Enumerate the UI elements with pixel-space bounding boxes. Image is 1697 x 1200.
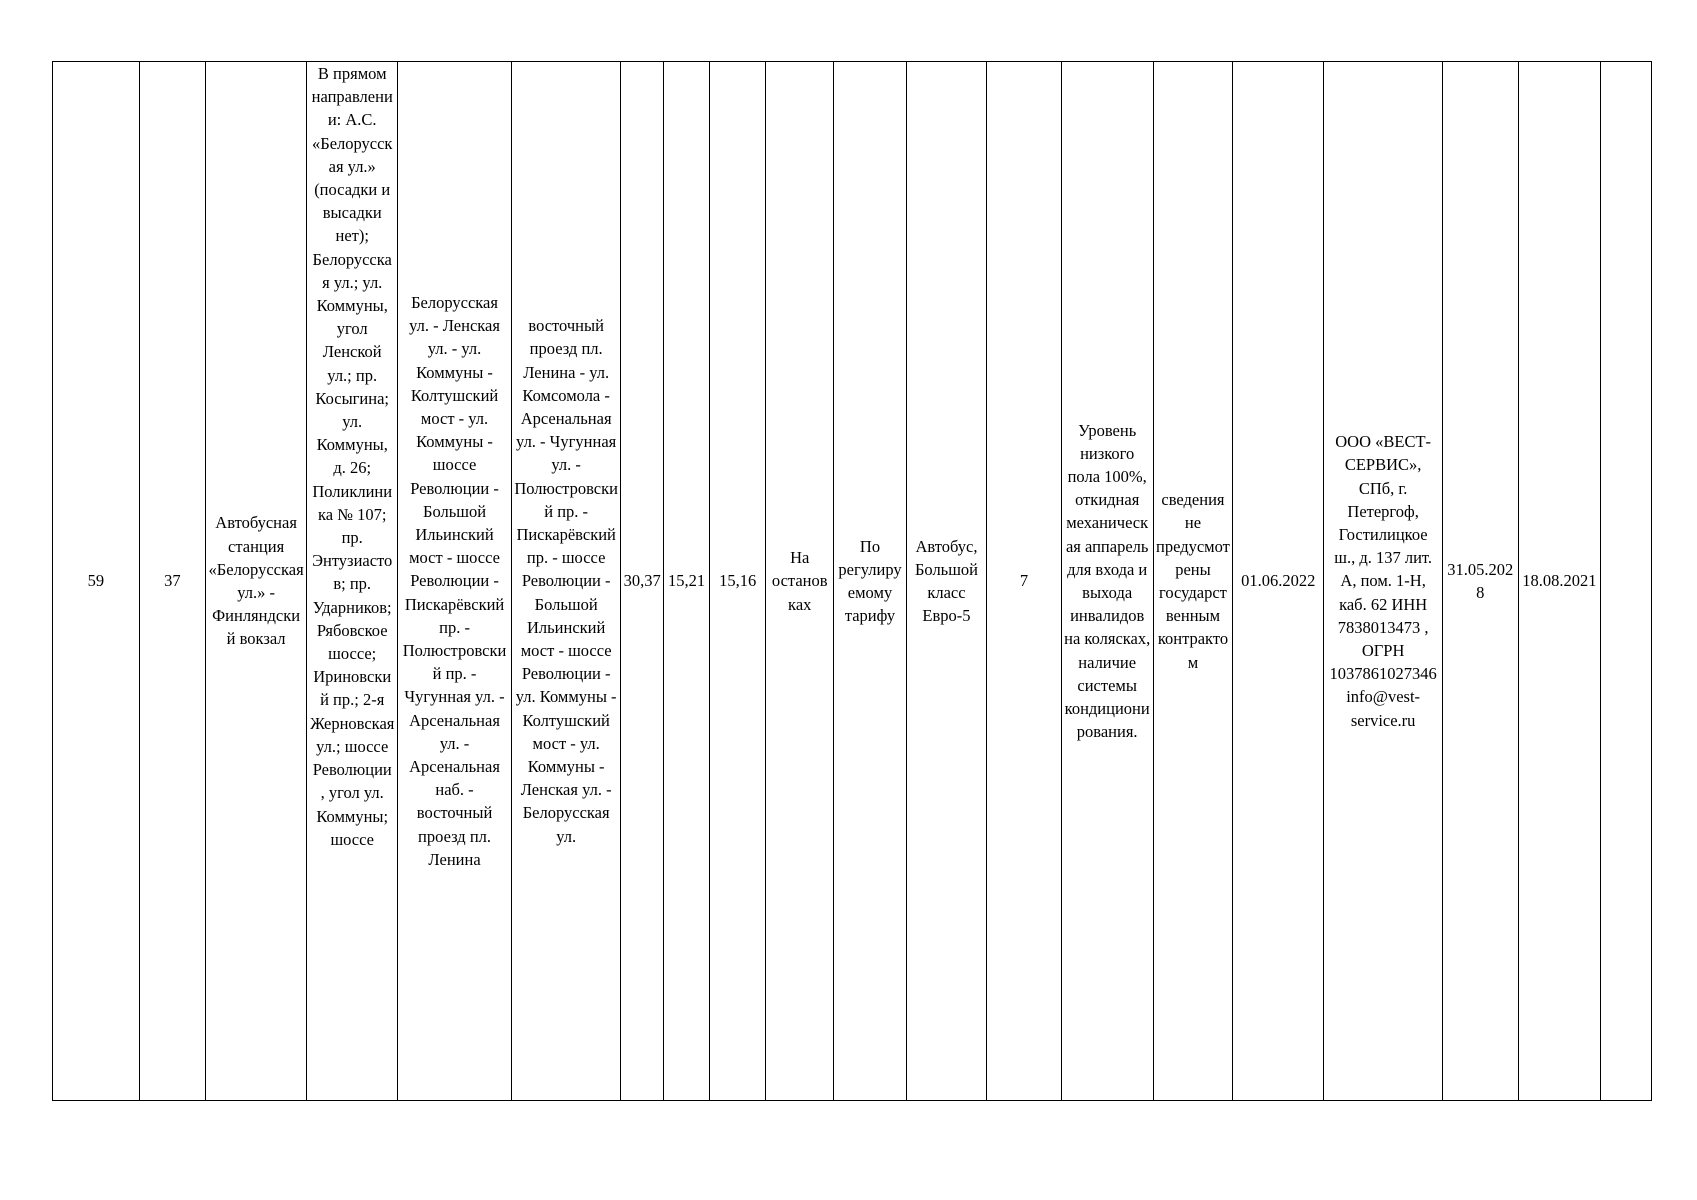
boarding-order-cell: На остановках	[766, 62, 834, 1101]
length-forward-cell: 15,21	[663, 62, 710, 1101]
route-name-cell: Автобусная станция «Белорусская ул.» - Финляндский вокзал	[205, 62, 306, 1101]
row-number-cell: 59	[53, 62, 140, 1101]
end-date-cell: 31.05.2028	[1443, 62, 1518, 1101]
table-row	[53, 62, 1652, 1101]
route-number-cell: 37	[139, 62, 205, 1101]
vehicle-cell: Автобус, Большой класс Евро-5	[906, 62, 987, 1101]
registration-date-cell: 18.08.2021	[1518, 62, 1601, 1101]
carrier-cell: ООО «ВЕСТ-СЕРВИС», СПб, г. Петергоф, Гостилицкое ш., д. 137 лит. А, пом. 1-Н, каб. 62 ИНН 7838013473 , ОГРН 1037861027346 info@vest-service.ru	[1324, 62, 1443, 1101]
empty-cell	[1601, 62, 1652, 1101]
vehicle-features-cell: Уровень низкого пола 100%, откидная механическая аппарель для входа и выхода инвалидов на колясках, наличие системы кондиционирования.	[1061, 62, 1153, 1101]
length-total-cell: 30,37	[621, 62, 663, 1101]
start-date-cell: 01.06.2022	[1233, 62, 1324, 1101]
tariff-type-cell: По регулируемому тарифу	[834, 62, 906, 1101]
vehicle-count-cell: 7	[987, 62, 1061, 1101]
length-backward-cell: 15,16	[710, 62, 766, 1101]
streets-backward-cell: восточный проезд пл. Ленина - ул. Комсомола - Арсенальная ул. - Чугунная ул. - Полюстровский пр. - Пискарёвский пр. - шоссе Революции - Большой Ильинский мост - шоссе Революции - ул. Коммуны - Колтушский мост - ул. Коммуны - Ленская ул. - Белорусская ул.	[511, 62, 621, 1101]
streets-forward-cell: Белорусская ул. - Ленская ул. - ул. Коммуны - Колтушский мост - ул. Коммуны - шоссе Революции - Большой Ильинский мост - шоссе Революции - Пискарёвский пр. - Полюстровский пр. - Чугунная ул. - Арсенальная ул. - Арсенальная наб. - восточный проезд пл. Ленина	[398, 62, 512, 1101]
route-registry-table	[52, 61, 1652, 1101]
contract-info-cell: сведения не предусмотрены государственным контрактом	[1153, 62, 1233, 1101]
stops-cell: В прямом направлении: А.С. «Белорусская ул.» (посадки и высадки нет); Белорусская ул.; ул. Коммуны, угол Ленской ул.; пр. Косыгина; ул. Коммуны, д. 26; Поликлиника № 107; пр. Энтузиастов; пр. Ударников; Рябовское шоссе; Ириновский пр.; 2-я Жерновская ул.; шоссе Революции , угол ул. Коммуны; шоссе	[307, 62, 398, 1101]
